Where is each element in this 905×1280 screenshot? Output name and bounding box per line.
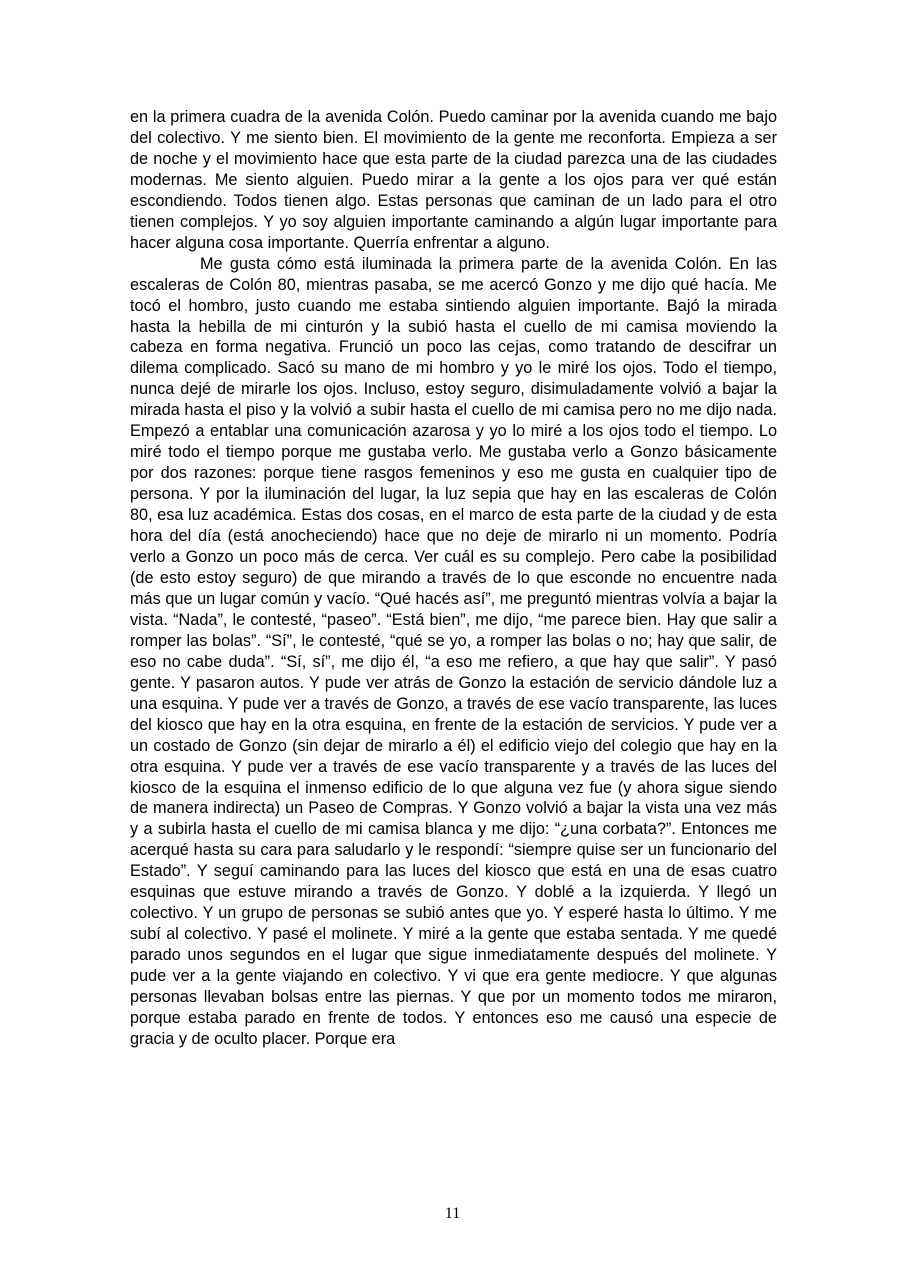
paragraph-1: en la primera cuadra de la avenida Colón. Puedo caminar por la avenida cuando me bajo del colectivo. Y me siento bien. El movimiento de la gente me reconforta. Empieza a ser de noche y el movimiento hace que esta parte de la ciudad parezca una de las ciudades modernas. Me siento alguien. Puedo mirar a la gente a los ojos para ver qué están escondiendo. Todos tienen algo. Estas personas que caminan de un lado para el otro tienen complejos. Y yo soy alguien importante caminando a algún lugar importante para hacer alguna cosa importante. Querría enfrentar a alguno. [130, 108, 777, 252]
body-text [130, 107, 777, 1050]
page-number: 11 [444, 1205, 461, 1222]
paragraph-2: Me gusta cómo está iluminada la primera parte de la avenida Colón. En las escaleras de Colón 80, mientras pasaba, se me acercó Gonzo y me dijo qué hacía. Me tocó el hombro, justo cuando me estaba sintiendo alguien importante. Bajó la mirada hasta la hebilla de mi cinturón y la subió hasta el cuello de mi camisa moviendo la cabeza en forma negativa. Frunció un poco las cejas, como tratando de descifrar un dilema complicado. Sacó su mano de mi hombro y yo le miré los ojos. Todo el tiempo, nunca dejé de mirarle los ojos. Incluso, estoy seguro, disimuladamente volvió a bajar la mirada hasta el piso y la volvió a subir hasta el cuello de mi camisa pero no me dijo nada. Empezó a entablar una comunicación azarosa y yo lo miré a los ojos todo el tiempo. Lo miré todo el tiempo porque me gustaba verlo. Me gustaba verlo a Gonzo básicamente por dos razones: porque tiene rasgos femeninos y eso me gusta en cualquier tipo de persona. Y por la iluminación del lugar, la luz sepia que hay en las escaleras de Colón 80, esa luz académica. Estas dos cosas, en el marco de esta parte de la ciudad y de esta hora del día (está anocheciendo) hace que no deje de mirarlo ni un momento. Podría verlo a Gonzo un poco más de cerca. Ver cuál es su complejo. Pero cabe la posibilidad (de esto estoy seguro) de que mirando a través de lo que esconde no encuentre nada más que un lugar común y vacío. “Qué hacés así”, me preguntó mientras volvía a bajar la vista. “Nada”, le contesté, “paseo”. “Está bien”, me dijo, “me parece bien. Hay que salir a romper las bolas”. “Sí”, le contesté, “qué se yo, a romper las bolas o no; hay que salir, de eso no cabe duda”. “Sí, sí”, me dijo él, “a eso me refiero, a que hay que salir”. Y pasó gente. Y pasaron autos. Y pude ver atrás de Gonzo la estación de servicio dándole luz a una esquina. Y pude ver a través de Gonzo, a través de ese vacío transparente, las luces del kiosco que hay en la otra esquina, en frente de la estación de servicios. Y pude ver a un costado de Gonzo (sin dejar de mirarlo a él) el edificio viejo del colegio que hay en la otra esquina. Y pude ver a través de ese vacío transparente y a través de las luces del kiosco de la esquina el inmenso edificio de lo que alguna vez fue (y ahora sigue siendo de manera indirecta) un Paseo de Compras. Y Gonzo volvió a bajar la vista una vez más y a subirla hasta el cuello de mi camisa blanca y me dijo: “¿una corbata?”. Entonces me acerqué hasta su cara para saludarlo y le respondí: “siempre quise ser un funcionario del Estado”. Y seguí caminando para las luces del kiosco que está en una de esas cuatro esquinas que estuve mirando a través de Gonzo. Y doblé a la izquierda. Y llegó un colectivo. Y un grupo de personas se subió antes que yo. Y esperé hasta lo último. Y me subí al colectivo. Y pasé el molinete. Y miré a la gente que estaba sentada. Y me quedé parado unos segundos en el lugar que sigue inmediatamente después del molinete. Y pude ver a la gente viajando en colectivo. Y vi que era gente mediocre. Y que algunas personas llevaban bolsas entre las piernas. Y que por un momento todos me miraron, porque estaba parado en frente de todos. Y entonces eso me causó una especie de gracia y de oculto placer. Porque era [130, 254, 777, 1048]
